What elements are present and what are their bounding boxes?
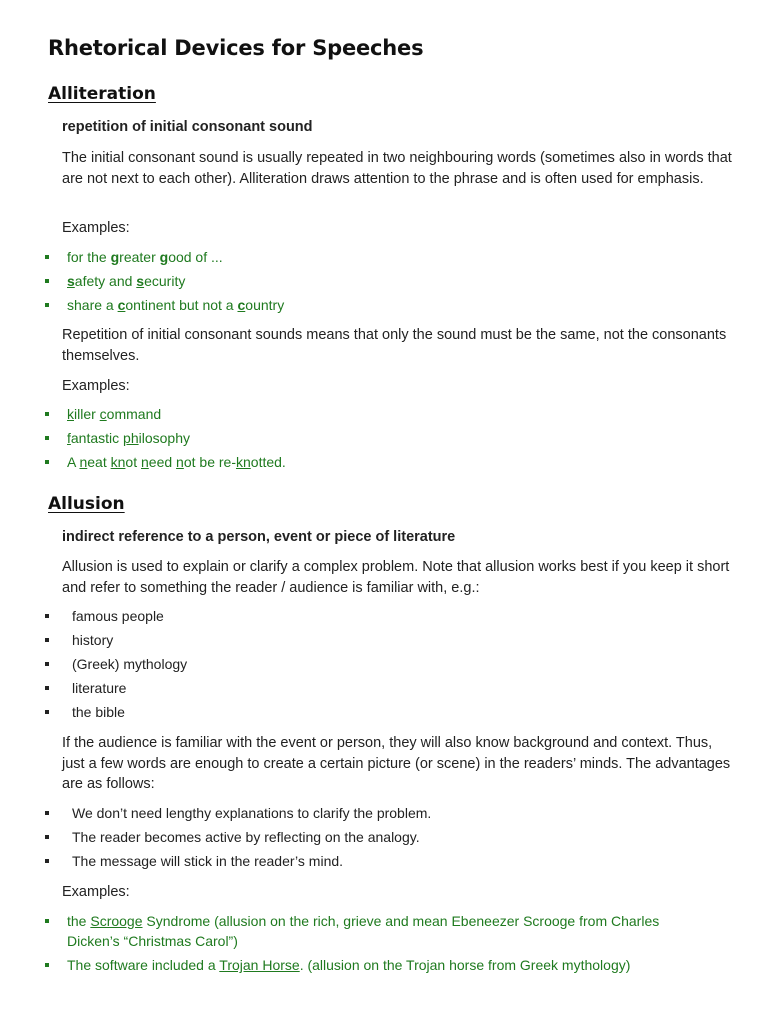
bullet-marker xyxy=(45,662,49,666)
bullet-marker xyxy=(45,412,49,416)
bullet-marker xyxy=(45,811,49,815)
bullet-marker xyxy=(45,436,49,440)
list-item: (Greek) mythology xyxy=(44,654,724,674)
bullet-marker xyxy=(45,686,49,690)
alliteration-examples-list-2 xyxy=(44,404,724,476)
alliteration-examples-list-1 xyxy=(44,247,724,319)
alliteration-examples-label-2: Examples: xyxy=(62,378,130,394)
section-heading-alliteration: Alliteration xyxy=(48,84,156,104)
example-item: fantastic philosophy xyxy=(44,428,724,448)
allusion-examples-label: Examples: xyxy=(62,884,130,900)
example-item: the Scrooge Syndrome (allusion on the rich, grieve and mean Ebeneezer Scrooge from Charles Dicken’s “Christmas Carol”) xyxy=(44,911,724,951)
list-item: The message will stick in the reader’s mind. xyxy=(44,851,724,871)
list-item: The reader becomes active by reflecting on the analogy. xyxy=(44,827,724,847)
bullet-marker xyxy=(45,614,49,618)
bullet-marker xyxy=(45,710,49,714)
allusion-paragraph-2: If the audience is familiar with the event or person, they will also know background and context. Thus, just a few words are enough to create a certain picture (or scene) in the readers’ minds. The advantages are as follows: xyxy=(62,735,731,792)
example-item: share a continent but not a country xyxy=(44,295,724,315)
allusion-definition: indirect reference to a person, event or piece of literature xyxy=(62,529,456,545)
allusion-sources-list xyxy=(44,606,724,726)
example-item: for the greater good of ... xyxy=(44,247,724,267)
allusion-advantages-list xyxy=(44,803,724,875)
bullet-marker xyxy=(45,919,49,923)
bullet-marker xyxy=(45,460,49,464)
alliteration-paragraph-2: Repetition of initial consonant sounds means that only the sound must be the same, not the consonants themselves. xyxy=(62,327,727,364)
allusion-examples-list xyxy=(44,911,724,979)
bullet-marker xyxy=(45,279,49,283)
list-item: literature xyxy=(44,678,724,698)
allusion-paragraph-1: Allusion is used to explain or clarify a complex problem. Note that allusion works best if you keep it short and refer to something the reader / audience is familiar with, e.g.: xyxy=(62,559,730,596)
bullet-marker xyxy=(45,835,49,839)
list-item: We don’t need lengthy explanations to clarify the problem. xyxy=(44,803,724,823)
bullet-marker xyxy=(45,255,49,259)
alliteration-paragraph-1: The initial consonant sound is usually repeated in two neighbouring words (sometimes also in words that are not next to each other). Alliteration draws attention to the phrase and is often used for emphasis. xyxy=(62,150,732,187)
list-item: famous people xyxy=(44,606,724,626)
bullet-marker xyxy=(45,303,49,307)
example-item: killer command xyxy=(44,404,724,424)
document-title: Rhetorical Devices for Speeches xyxy=(48,36,424,60)
example-item: The software included a Trojan Horse. (allusion on the Trojan horse from Greek mythology) xyxy=(44,955,724,975)
bullet-marker xyxy=(45,963,49,967)
alliteration-definition: repetition of initial consonant sound xyxy=(62,119,313,135)
bullet-marker xyxy=(45,859,49,863)
example-item: A neat knot need not be re-knotted. xyxy=(44,452,724,472)
alliteration-examples-label-1: Examples: xyxy=(62,220,130,236)
bullet-marker xyxy=(45,638,49,642)
example-item: safety and security xyxy=(44,271,724,291)
list-item: history xyxy=(44,630,724,650)
section-heading-allusion: Allusion xyxy=(48,494,125,514)
list-item: the bible xyxy=(44,702,724,722)
